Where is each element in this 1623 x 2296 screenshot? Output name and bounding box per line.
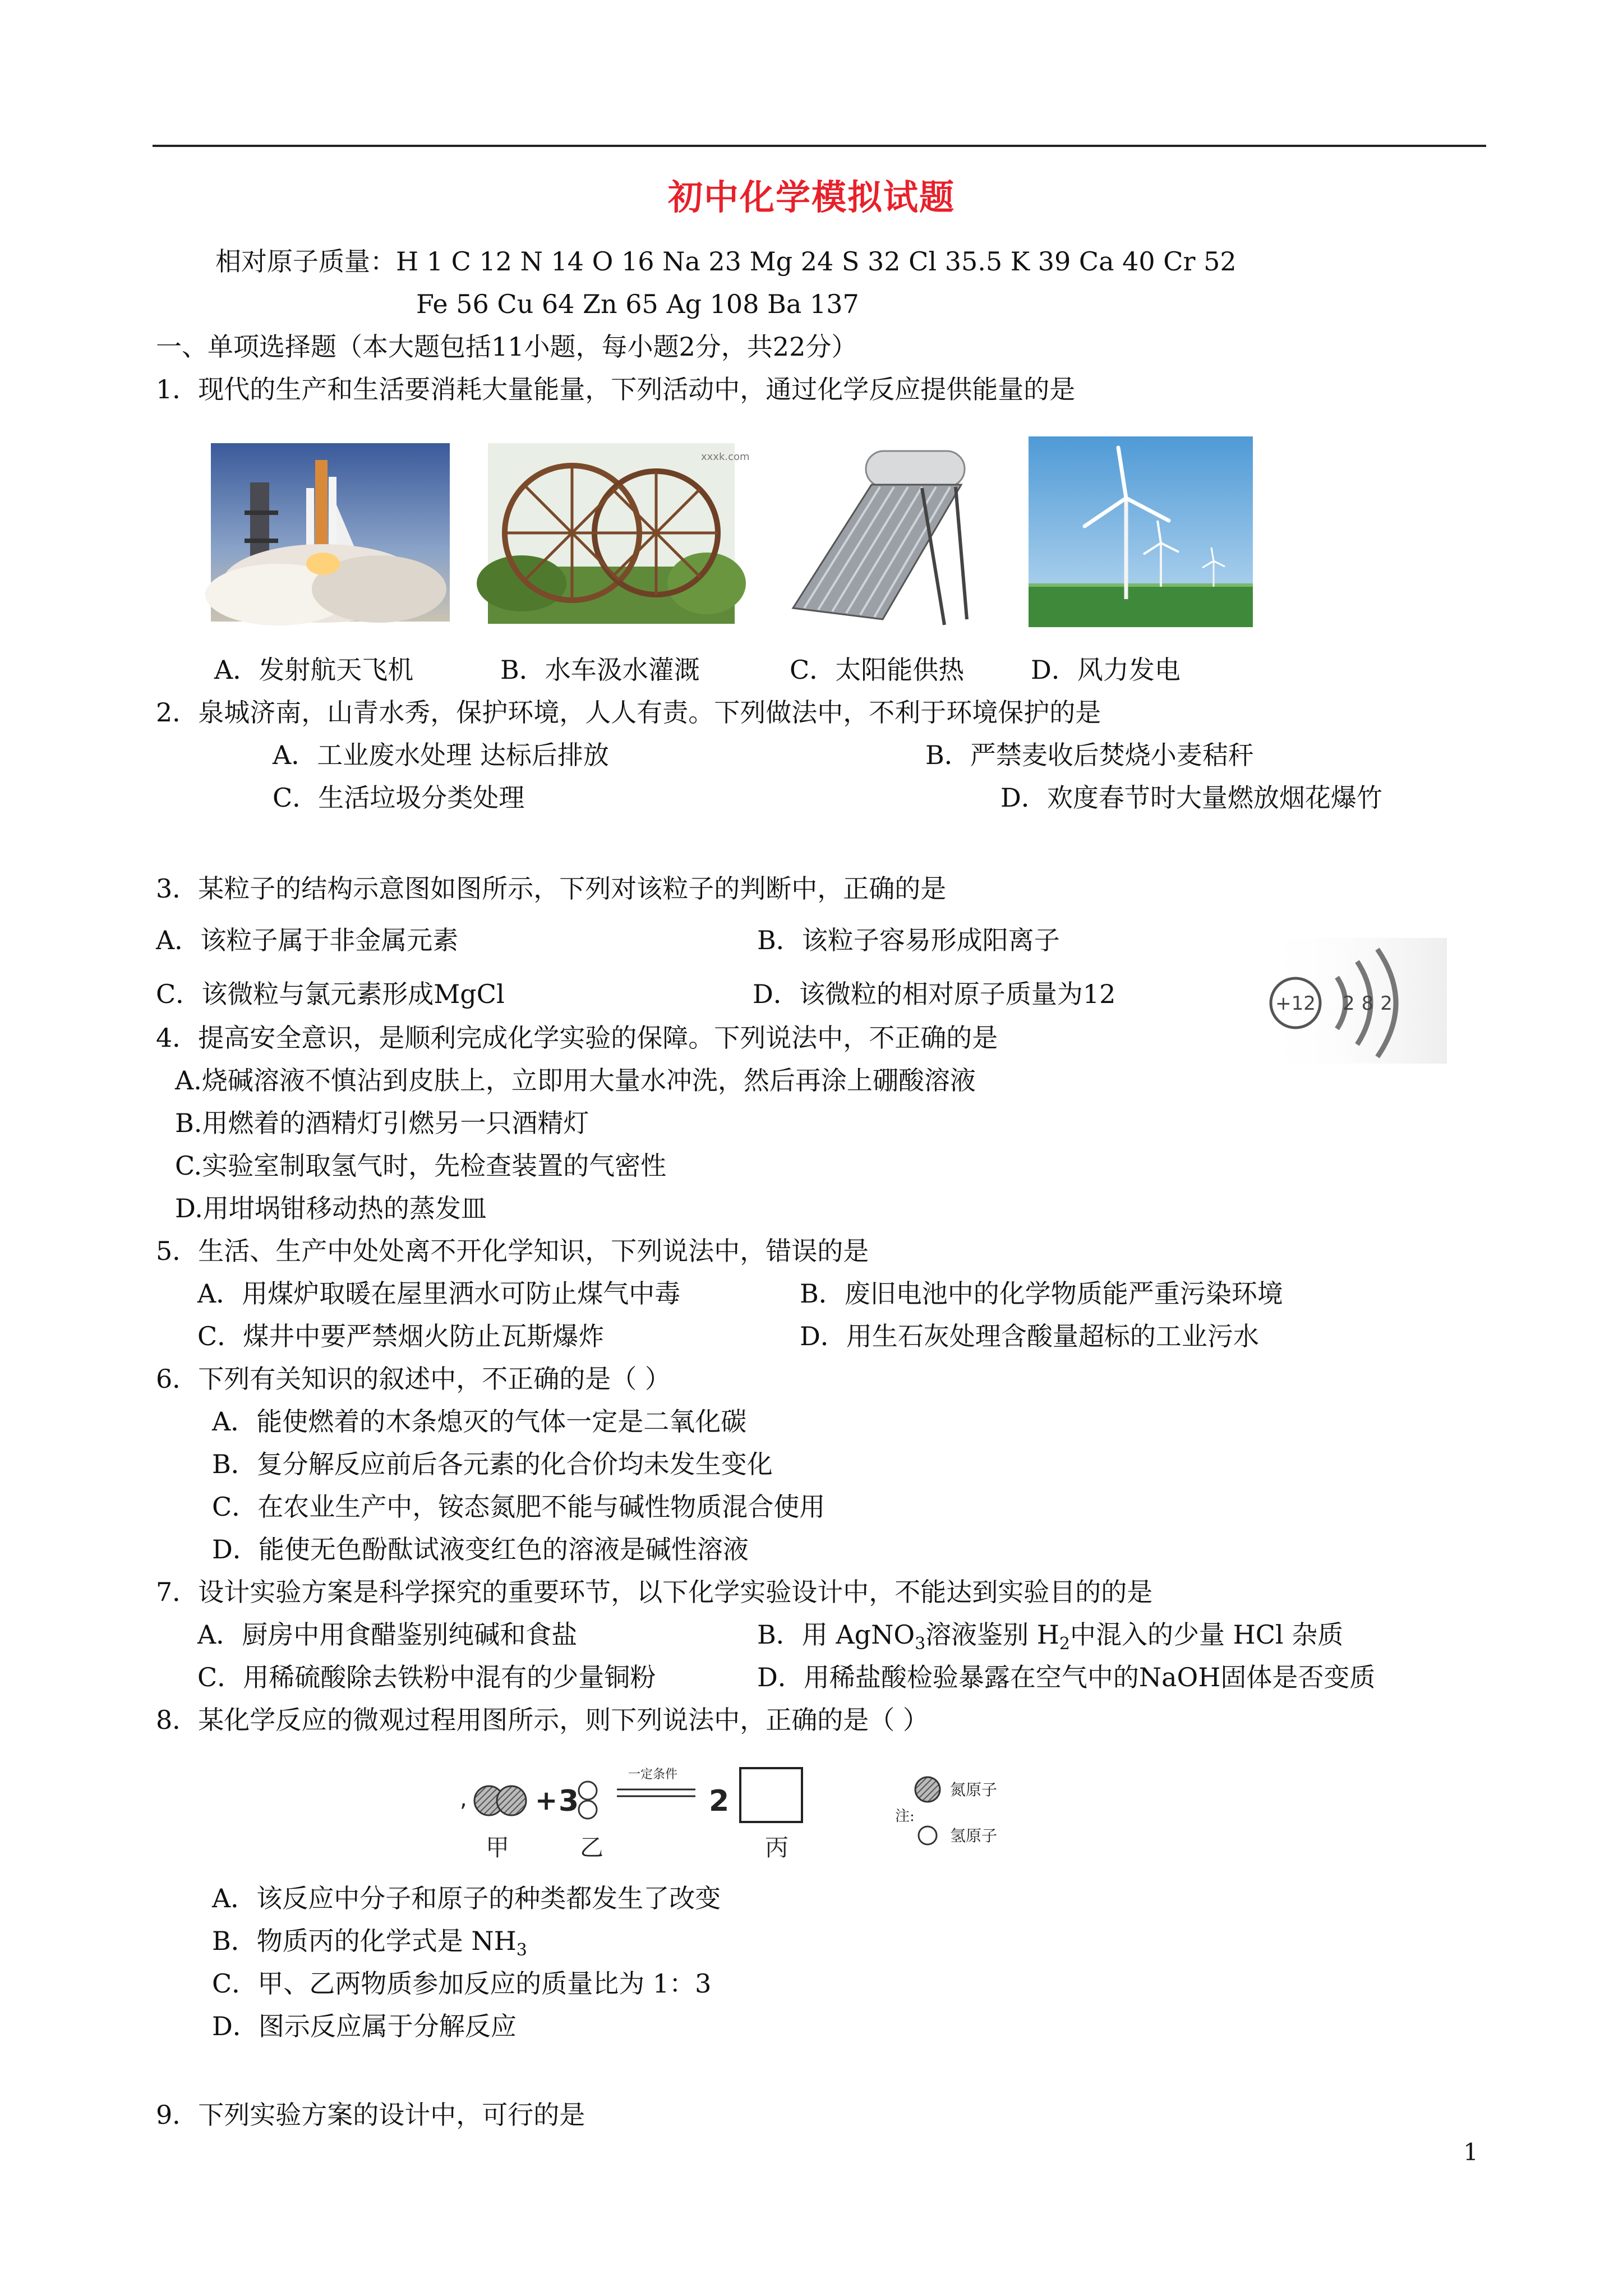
q1-option-b: B．水车汲水灌溉 (500, 655, 700, 685)
electron-shells: 282 (1343, 992, 1399, 1015)
h-atom-1 (579, 1782, 597, 1800)
q4-stem: 4．提高安全意识，是顺利完成化学实验的保障。下列说法中，不正确的是 (156, 1023, 998, 1053)
q8-option-c: C．甲、乙两物质参加反应的质量比为 1：3 (212, 1968, 712, 1999)
q1-option-a: A．发射航天飞机 (214, 655, 414, 685)
label-yi: 乙 (580, 1834, 604, 1861)
q9-stem: 9．下列实验方案的设计中，可行的是 (156, 2100, 585, 2130)
q5-stem: 5．生活、生产中处处离不开化学知识，下列说法中，错误的是 (156, 1236, 869, 1266)
q3-option-c: C．该微粒与氯元素形成MgCl (156, 979, 505, 1009)
coefficient-yi: 3 (559, 1784, 579, 1818)
coefficient-bing: 2 (709, 1784, 730, 1818)
legend-n-atom (915, 1777, 940, 1802)
q1-stem: 1．现代的生产和生活要消耗大量能量，下列活动中，通过化学反应提供能量的是 (156, 374, 1076, 404)
q7-option-d: D．用稀盐酸检验暴露在空气中的NaOH固体是否变质 (757, 1662, 1376, 1692)
q7-stem: 7．设计实验方案是科学探究的重要环节，以下化学实验设计中，不能达到实验目的的是 (156, 1577, 1153, 1607)
section-heading: 一、单项选择题（本大题包括11小题，每小题2分，共22分） (156, 332, 857, 362)
q6-option-c: C．在农业生产中，铵态氮肥不能与碱性物质混合使用 (212, 1492, 826, 1522)
q3-stem: 3．某粒子的结构示意图如图所示，下列对该粒子的判断中，正确的是 (156, 873, 947, 904)
q2-option-b: B．严禁麦收后焚烧小麦秸秆 (925, 740, 1254, 770)
q6-option-b: B．复分解反应前后各元素的化合价均未发生变化 (212, 1449, 773, 1479)
h-atom-2 (579, 1801, 597, 1819)
q8-option-d: D．图示反应属于分解反应 (212, 2011, 517, 2041)
q5-option-d: D．用生石灰处理含酸量超标的工业污水 (800, 1321, 1259, 1351)
q2-stem: 2．泉城济南，山青水秀，保护环境，人人有责。下列做法中，不利于环境保护的是 (156, 697, 1101, 728)
q3-option-a: A．该粒子属于非金属元素 (156, 925, 459, 955)
q4-option-c: C.实验室制取氢气时，先检查装置的气密性 (175, 1151, 667, 1181)
reaction-diagram (460, 1761, 1077, 1868)
nucleus-charge: +12 (1275, 992, 1316, 1015)
page-title: 初中化学模拟试题 (667, 177, 955, 218)
atomic-mass-line-2: Fe 56 Cu 64 Zn 65 Ag 108 Ba 137 (416, 289, 859, 319)
q8-stem: 8．某化学反应的微观过程用图所示，则下列说法中，正确的是（ ） (156, 1705, 929, 1735)
legend-note: 注: (895, 1808, 915, 1825)
legend-h-atom (919, 1826, 937, 1844)
q4-option-d: D.用坩埚钳移动热的蒸发皿 (175, 1193, 487, 1223)
label-bing: 丙 (765, 1834, 789, 1861)
product-box (740, 1768, 802, 1822)
wind-turbines-image (1029, 436, 1253, 627)
q6-option-d: D．能使无色酚酞试液变红色的溶液是碱性溶液 (212, 1534, 749, 1565)
q4-option-a: A.烧碱溶液不慎沾到皮肤上，立即用大量水冲洗，然后再涂上硼酸溶液 (175, 1065, 976, 1096)
q5-option-b: B．废旧电池中的化学物质能严重污染环境 (800, 1278, 1283, 1309)
top-rule (153, 145, 1486, 147)
q6-option-a: A．能使燃着的木条熄灭的气体一定是二氧化碳 (212, 1406, 747, 1437)
svg-text:+: + (535, 1785, 558, 1816)
q2-option-c: C．生活垃圾分类处理 (273, 783, 525, 813)
reaction-condition: 一定条件 (628, 1768, 678, 1782)
legend-h-label: 氢原子 (950, 1826, 998, 1845)
legend-n-label: 氮原子 (950, 1780, 998, 1799)
q8-option-a: A．该反应中分子和原子的种类都发生了改变 (212, 1883, 721, 1913)
q1-option-c: C．太阳能供热 (790, 655, 965, 685)
q7-option-b: B．用 AgNO$_3$溶液鉴别 $H_2$中混入的少量 HCl 杂质 (757, 1619, 1344, 1654)
q4-option-b: B.用燃着的酒精灯引燃另一只酒精灯 (175, 1108, 589, 1138)
q6-stem: 6．下列有关知识的叙述中，不正确的是（ ） (156, 1364, 671, 1394)
watermark-text: xxxk.com (701, 451, 750, 463)
q7-option-c: C．用稀硫酸除去铁粉中混有的少量铜粉 (197, 1662, 656, 1692)
solar-heater-image (776, 440, 972, 628)
q3-option-b: B．该粒子容易形成阳离子 (757, 925, 1060, 955)
q5-option-c: C．煤井中要严禁烟火防止瓦斯爆炸 (197, 1321, 605, 1351)
n-atom-2 (497, 1786, 526, 1815)
q3-option-d: D．该微粒的相对原子质量为12 (753, 979, 1116, 1009)
page-number: 1 (1463, 2138, 1478, 2166)
svg-text:,: , (460, 1786, 467, 1812)
q2-option-d: D．欢度春节时大量燃放烟花爆竹 (1000, 783, 1382, 813)
q7-option-a: A．厨房中用食醋鉴别纯碱和食盐 (197, 1619, 578, 1650)
waterwheel-image (488, 443, 750, 624)
atomic-mass-line-1: 相对原子质量：H 1 C 12 N 14 O 16 Na 23 Mg 24 S 32 Cl 35.5 K 39 Ca 40 Cr 52 (215, 246, 1237, 277)
atom-structure-diagram (1258, 938, 1447, 1064)
label-jia: 甲 (486, 1834, 510, 1861)
q2-option-a: A．工业废水处理 达标后排放 (273, 740, 609, 770)
q1-option-d: D．风力发电 (1031, 655, 1181, 685)
q8-option-b: B．物质丙的化学式是 $NH_3$ (212, 1926, 527, 1961)
shuttle-launch-image (211, 443, 450, 622)
q5-option-a: A．用煤炉取暖在屋里洒水可防止煤气中毒 (197, 1278, 681, 1309)
